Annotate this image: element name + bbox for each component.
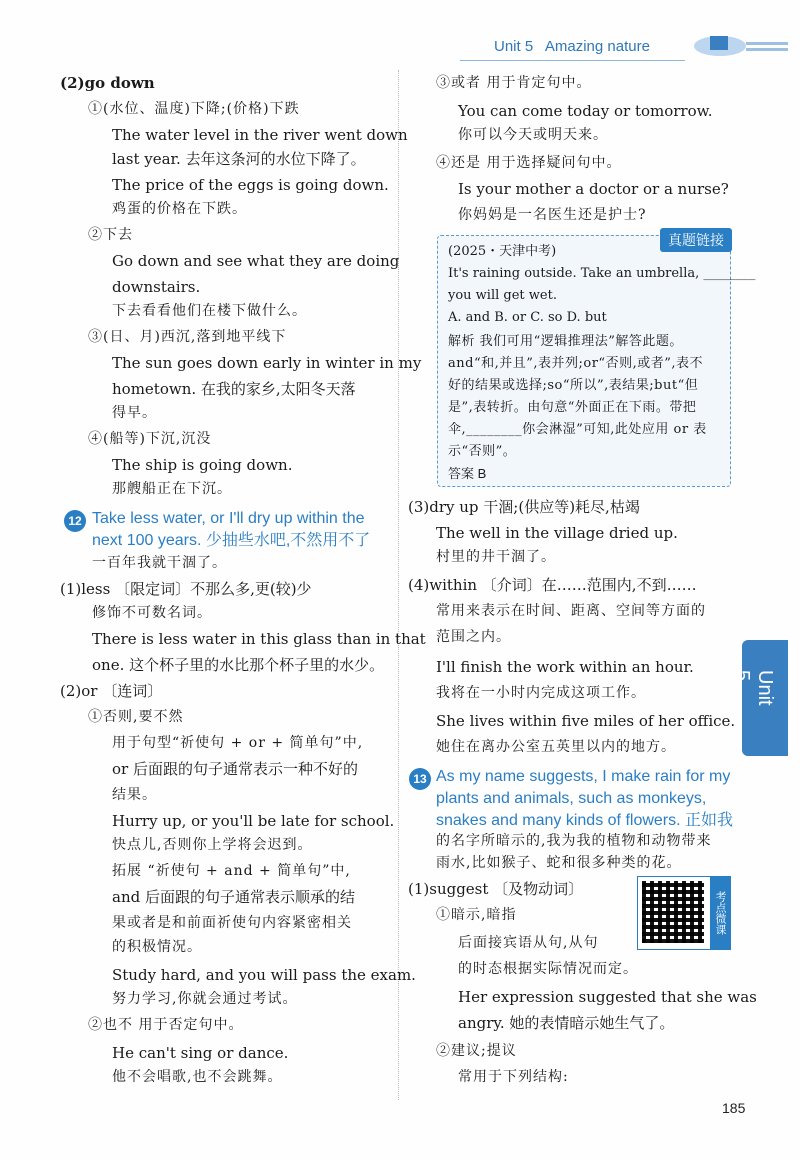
item-number-badge: 12	[64, 510, 86, 532]
text-line: 常用于下列结构:	[458, 1069, 569, 1085]
exam-link-line: 答案 B	[448, 466, 487, 481]
text-line: 结果。	[112, 787, 157, 803]
text-line: I'll finish the work within an hour.	[436, 658, 694, 676]
text-line: 拓展 “祈使句 + and + 简单句”中,	[112, 863, 351, 879]
text-line: She lives within five miles of her office.	[436, 712, 736, 730]
text-line: 的积极情况。	[112, 939, 202, 955]
text-line: ③或者 用于肯定句中。	[436, 75, 592, 91]
exam-link-line: and“和,并且”,表并列;or“否则,或者”,表不	[448, 356, 703, 371]
text-line: downstairs.	[112, 278, 201, 296]
text-line: ②也不 用于否定句中。	[88, 1017, 244, 1033]
qr-code-icon	[642, 881, 704, 943]
text-line: ④还是 用于选择疑问句中。	[436, 155, 622, 171]
text-line: The well in the village dried up.	[436, 524, 678, 542]
text-line: angry. 她的表情暗示她生气了。	[458, 1014, 675, 1032]
text-line: (3)dry up 干涸;(供应等)耗尽,枯竭	[408, 498, 640, 516]
text-line: 用于句型“祈使句 + or + 简单句”中,	[112, 735, 364, 751]
text-line: The sun goes down early in winter in my	[112, 354, 422, 372]
text-line: ①暗示,暗指	[436, 907, 517, 923]
text-line: ①否则,要不然	[88, 709, 184, 725]
exam-link-line: 示“否则”。	[448, 444, 517, 459]
text-line: ④(船等)下沉,沉没	[88, 431, 212, 447]
exam-link-line: A. and B. or C. so D. but	[448, 310, 607, 325]
text-line: 村里的井干涸了。	[436, 549, 556, 565]
text-line: 后面接宾语从句,从句	[458, 935, 599, 951]
header-topic: Amazing nature	[544, 38, 650, 55]
header-decoration-icon	[690, 28, 790, 62]
text-line: 范围之内。	[436, 629, 511, 645]
text-line: Her expression suggested that she was	[458, 988, 757, 1006]
text-line: 果或者是和前面祈使句内容紧密相关	[112, 915, 352, 931]
text-line: plants and animals, such as monkeys,	[436, 790, 707, 807]
text-line: Study hard, and you will pass the exam.	[112, 966, 416, 984]
text-line: ②建议;提议	[436, 1043, 517, 1059]
text-line: He can't sing or dance.	[112, 1044, 289, 1062]
header-unit: Unit 5	[494, 38, 534, 55]
text-line: Hurry up, or you'll be late for school.	[112, 812, 395, 830]
header-rule	[460, 60, 685, 61]
text-line: ①(水位、温度)下降;(价格)下跌	[88, 101, 300, 117]
text-line: 你可以今天或明天来。	[458, 127, 608, 143]
text-line: Is your mother a doctor or a nurse?	[458, 180, 729, 198]
exam-link-line: 解析 我们可用“逻辑推理法”解答此题。	[448, 334, 683, 349]
text-line: The ship is going down.	[112, 456, 293, 474]
text-line: 快点儿,否则你上学将会迟到。	[112, 837, 313, 853]
text-line: or 后面跟的句子通常表示一种不好的	[112, 760, 358, 778]
text-line: 他不会唱歌,也不会跳舞。	[112, 1069, 283, 1085]
exam-link-tag: 真题链接	[660, 228, 732, 252]
text-line: (1)suggest 〔及物动词〕	[408, 880, 584, 898]
column-divider	[398, 70, 399, 1100]
text-line: 你妈妈是一名医生还是护士?	[458, 207, 647, 223]
page-number: 185	[722, 1100, 746, 1116]
text-line: (2)or 〔连词〕	[60, 682, 163, 700]
qr-code[interactable]	[637, 876, 731, 950]
exam-link-box	[437, 232, 756, 487]
exam-link-line: (2025・天津中考)	[448, 244, 557, 259]
text-line: (2)go down	[60, 74, 155, 92]
text-line: 的名字所暗示的,我为我的植物和动物带来	[436, 833, 712, 849]
text-line: 鸡蛋的价格在下跌。	[112, 201, 247, 217]
text-line: 的时态根据实际情况而定。	[458, 961, 638, 977]
exam-link-line: 好的结果或选择;so“所以”,表结果;but“但	[448, 378, 699, 393]
text-line: snakes and many kinds of flowers. 正如我	[436, 812, 734, 829]
text-line: (1)less 〔限定词〕不那么多,更(较)少	[60, 580, 312, 598]
exam-link-line: It's raining outside. Take an umbrella, ________	[448, 266, 756, 281]
text-line: 我将在一小时内完成这项工作。	[436, 685, 646, 701]
unit-side-tab[interactable]	[731, 640, 788, 756]
text-line: ②下去	[88, 227, 133, 243]
text-line: (4)within 〔介词〕在……范围内,不到……	[408, 576, 697, 594]
text-line: There is less water in this glass than in that	[92, 630, 426, 648]
text-line: 她住在离办公室五英里以内的地方。	[436, 739, 676, 755]
text-line: 下去看看他们在楼下做什么。	[112, 303, 307, 319]
text-line: 得早。	[112, 405, 157, 421]
text-line: 一百年我就干涸了。	[92, 555, 227, 571]
text-line: last year. 去年这条河的水位下降了。	[112, 150, 366, 168]
text-line: As my name suggests, I make rain for my	[436, 768, 731, 785]
text-line: and 后面跟的句子通常表示顺承的结	[112, 888, 355, 906]
text-line: The water level in the river went down	[112, 126, 408, 144]
text-line: 修饰不可数名词。	[92, 605, 212, 621]
text-line: Go down and see what they are doing	[112, 252, 400, 270]
exam-link-line: you will get wet.	[448, 288, 557, 303]
text-line: 那艘船正在下沉。	[112, 481, 232, 497]
exam-link-line: 伞,________你会淋湿”可知,此处应用 or 表	[448, 422, 707, 437]
item-number-badge: 13	[409, 768, 431, 790]
text-line: hometown. 在我的家乡,太阳冬天落	[112, 380, 356, 398]
text-line: next 100 years. 少抽些水吧,不然用不了	[92, 532, 371, 549]
exam-link-line: 是”,表转折。由句意“外面正在下雨。带把	[448, 400, 697, 415]
text-line: one. 这个杯子里的水比那个杯子里的水少。	[92, 656, 385, 674]
text-line: 雨水,比如猴子、蛇和很多种类的花。	[436, 855, 682, 871]
text-line: ③(日、月)西沉,落到地平线下	[88, 329, 287, 345]
text-line: The price of the eggs is going down.	[112, 176, 389, 194]
qr-label: 考点微课	[710, 877, 730, 949]
text-line: Take less water, or I'll dry up within the	[92, 510, 365, 527]
text-line: 努力学习,你就会通过考试。	[112, 991, 298, 1007]
text-line: 常用来表示在时间、距离、空间等方面的	[436, 603, 706, 619]
text-line: You can come today or tomorrow.	[458, 102, 713, 120]
header-title	[494, 38, 650, 55]
side-tab-label: Unit 5	[731, 670, 776, 706]
